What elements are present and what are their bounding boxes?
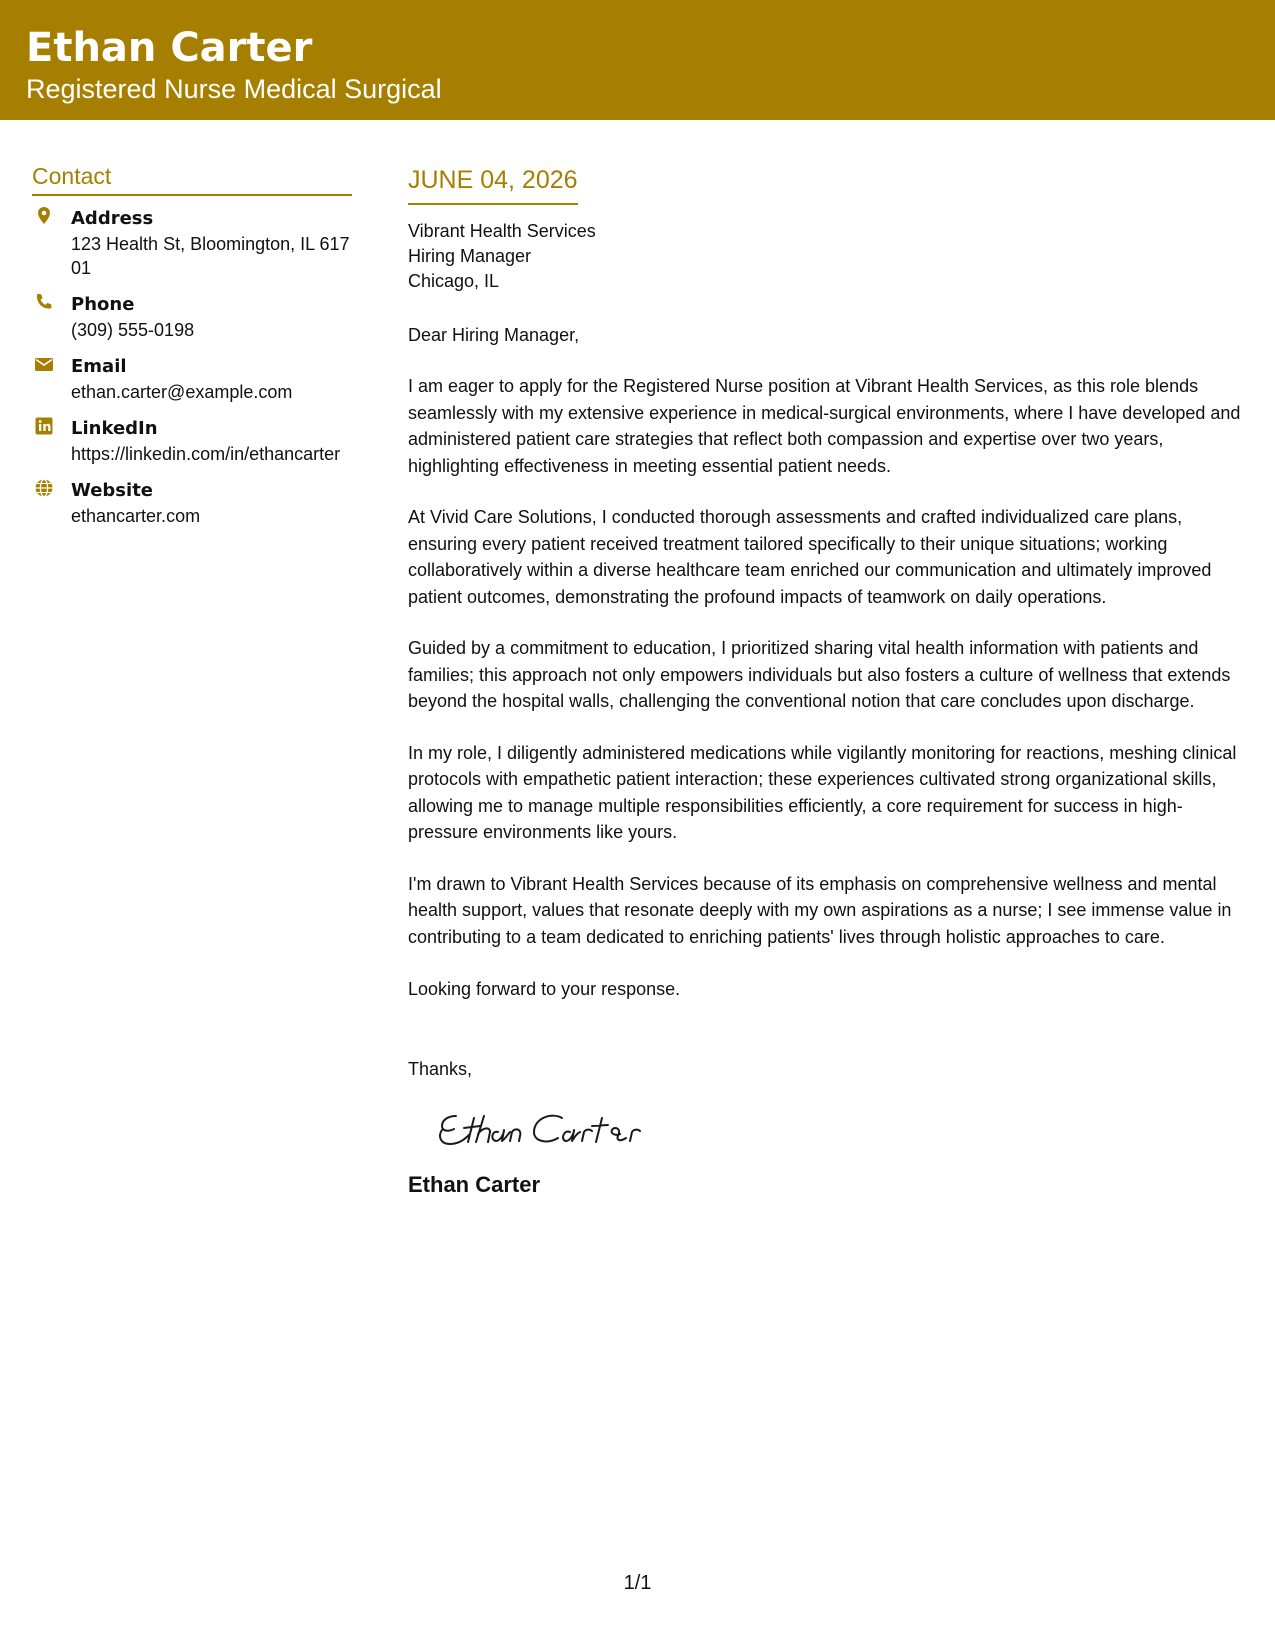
page-number: 1/1 (623, 1572, 652, 1594)
contact-value: ethan.carter@example.com (71, 382, 293, 402)
contact-value: (309) 555-0198 (71, 320, 195, 340)
linkedin-icon (34, 416, 54, 436)
recipient-title: Hiring Manager (408, 246, 532, 266)
closing-line: Looking forward to your response. (408, 979, 681, 999)
map-marker-icon (34, 206, 54, 226)
letter-body (408, 163, 1248, 1200)
letter-paragraph: At Vivid Care Solutions, I conducted thorough assessments and crafted individualized care plans, ensuring every patient received treatment tailored specifically to their unique situations; working collaboratively within a diverse healthcare team enriched our communication and ultimately improved patient outcomes, demonstrating the profound impacts of teamwork on daily operations. (408, 507, 1212, 607)
letter-paragraph: I'm drawn to Vibrant Health Services because of its emphasis on comprehensive wellness and mental health support, values that resonate deeply with my own aspirations as a nurse; I see immense value in contributing to a team dedicated to enriching patients' lives through holistic approaches to care. (408, 873, 1232, 947)
signer-name: Ethan Carter (408, 1172, 541, 1197)
salutation: Dear Hiring Manager, (408, 325, 580, 345)
contact-item-email (32, 354, 352, 404)
contact-value: https://linkedin.com/in/ethancarter (71, 444, 341, 464)
letter-paragraph: Guided by a commitment to education, I prioritized sharing vital health information with patients and families; this approach not only empowers individuals but also fosters a culture of wellness that extends beyond the hospital walls, challenging the conventional notion that care concludes upon discharge. (408, 638, 1231, 711)
contact-item-website (32, 478, 352, 528)
handwritten-signature (434, 1104, 654, 1154)
contact-list (32, 206, 352, 528)
contact-heading: Contact (32, 160, 352, 196)
header-banner (0, 0, 1275, 120)
contact-label: Address (71, 208, 154, 229)
applicant-name: Ethan Carter (26, 25, 313, 71)
sign-off: Thanks, (408, 1059, 473, 1079)
globe-icon (34, 478, 54, 498)
recipient-company: Vibrant Health Services (408, 221, 596, 241)
contact-value: 123 Health St, Bloomington, IL 61701 (71, 234, 350, 278)
recipient-block (408, 219, 1248, 294)
phone-icon (34, 292, 54, 312)
applicant-title: Registered Nurse Medical Surgical (26, 74, 442, 104)
contact-label: LinkedIn (71, 418, 158, 439)
contact-item-linkedin (32, 416, 352, 466)
contact-sidebar (32, 160, 352, 540)
contact-label: Email (71, 356, 127, 377)
contact-item-phone (32, 292, 352, 342)
recipient-location: Chicago, IL (408, 271, 500, 291)
envelope-icon (34, 354, 54, 374)
letter-paragraph: In my role, I diligently administered medications while vigilantly monitoring for reactions, meshing clinical protocols with empathetic patient interaction; these experiences cultivated strong organizational skills, allowing me to manage multiple responsibilities efficiently, a core requirement for success in high-pressure environments like yours. (408, 742, 1237, 842)
contact-label: Phone (71, 294, 135, 315)
contact-value: ethancarter.com (71, 506, 201, 526)
letter-date: JUNE 04, 2026 (408, 163, 578, 205)
contact-item-address (32, 206, 352, 280)
letter-paragraph: I am eager to apply for the Registered Nurse position at Vibrant Health Services, as this role blends seamlessly with my extensive experience in medical-surgical environments, where I have developed and administered patient care strategies that reflect both compassion and expertise over two years, highlighting effectiveness in meeting essential patient needs. (408, 376, 1241, 476)
contact-label: Website (71, 480, 154, 501)
